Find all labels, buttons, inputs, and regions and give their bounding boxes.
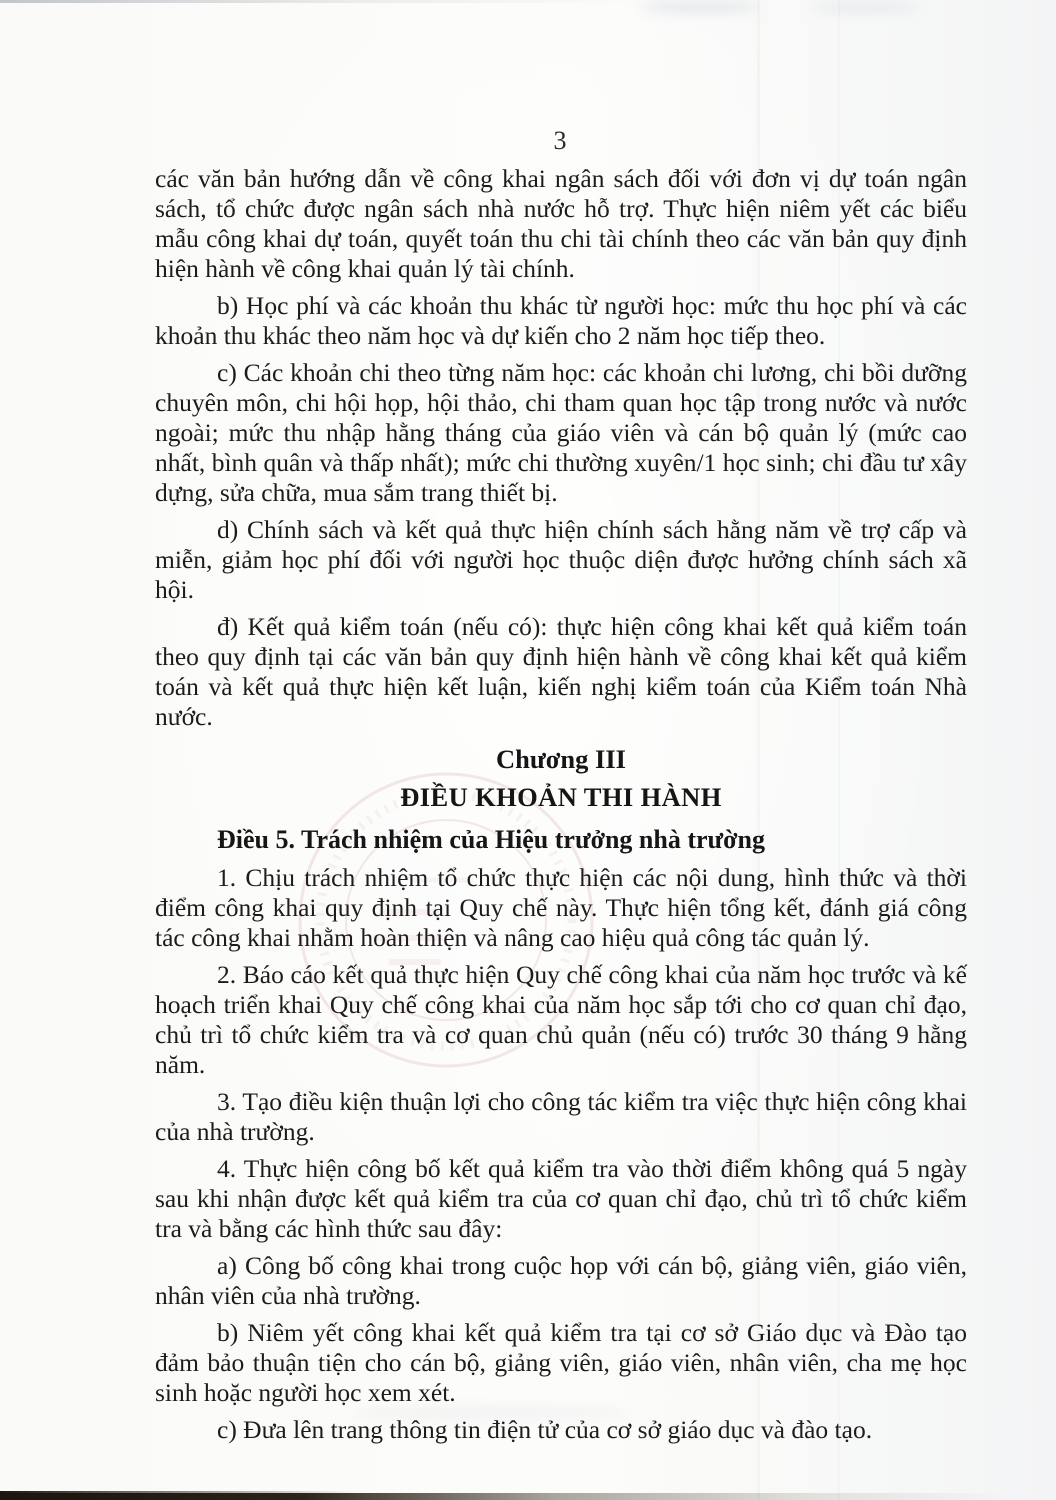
scan-edge-artifact-bottom xyxy=(0,1493,1010,1500)
point-a: a) Công bố công khai trong cuộc họp với cán bộ, giảng viên, giáo viên, nhân viên của nhà trường. xyxy=(155,1251,967,1310)
point-b: b) Niêm yết công khai kết quả kiểm tra tại cơ sở Giáo dục và Đào tạo đảm bảo thuận tiện cho cán bộ, giảng viên, giáo viên, nhân viên, cha mẹ học sinh hoặc người học xem xét. xyxy=(155,1318,967,1407)
paragraph-intro: các văn bản hướng dẫn về công khai ngân sách đối với đơn vị dự toán ngân sách, tổ chức được ngân sách nhà nước hỗ trợ. Thực hiện niêm yết các biểu mẫu công khai dự toán, quyết toán thu chi tài chính theo các văn bản quy định hiện hành về công khai quản lý tài chính. xyxy=(155,164,967,283)
document-body xyxy=(155,164,967,1452)
page-number: 3 xyxy=(553,126,567,155)
clause-3: 3. Tạo điều kiện thuận lợi cho công tác kiểm tra việc thực hiện công khai của nhà trường. xyxy=(155,1087,967,1146)
chapter-title: ĐIỀU KHOẢN THI HÀNH xyxy=(400,782,722,812)
clause-4: 4. Thực hiện công bố kết quả kiểm tra vào thời điểm không quá 5 ngày sau khi nhận được kết quả kiểm tra của cơ quan chỉ đạo, chủ trì tổ chức kiểm tra và bằng các hình thức sau đây: xyxy=(155,1154,967,1243)
clause-2: 2. Báo cáo kết quả thực hiện Quy chế công khai của năm học trước và kế hoạch triển khai Quy chế công khai của năm học sắp tới cho cơ quan chỉ đạo, chủ trì tổ chức kiểm tra và cơ quan chủ quản (nếu có) trước 30 tháng 9 hằng năm. xyxy=(155,960,967,1079)
chapter-heading: Chương III xyxy=(495,744,626,774)
list-item-dd: đ) Kết quả kiểm toán (nếu có): thực hiện công khai kết quả kiểm toán theo quy định tại các văn bản quy định hiện hành về công khai kết quả kiểm toán và kết quả thực hiện kết luận, kiến nghị kiểm toán của Kiểm toán Nhà nước. xyxy=(155,612,967,731)
scan-smudge xyxy=(640,2,760,12)
clause-1: 1. Chịu trách nhiệm tổ chức thực hiện các nội dung, hình thức và thời điểm công khai quy định tại Quy chế này. Thực hiện tổng kết, đánh giá công tác công khai nhằm hoàn thiện và nâng cao hiệu quả công tác quản lý. xyxy=(155,863,967,952)
scan-edge-artifact-top xyxy=(0,0,640,3)
list-item-c: c) Các khoản chi theo từng năm học: các khoản chi lương, chi bồi dưỡng chuyên môn, chi hội họp, hội thảo, chi tham quan học tập trong nước và nước ngoài; mức thu nhập hằng tháng của giáo viên và cán bộ quản lý (mức cao nhất, bình quân và thấp nhất); mức chi thường xuyên/1 học sinh; chi đầu tư xây dựng, sửa chữa, mua sắm trang thiết bị. xyxy=(155,358,967,507)
list-item-b: b) Học phí và các khoản thu khác từ người học: mức thu học phí và các khoản thu khác theo năm học và dự kiến cho 2 năm học tiếp theo. xyxy=(155,291,967,350)
list-item-d: d) Chính sách và kết quả thực hiện chính sách hằng năm về trợ cấp và miễn, giảm học phí đối với người học thuộc diện được hưởng chính sách xã hội. xyxy=(155,515,967,604)
point-c: c) Đưa lên trang thông tin điện tử của cơ sở giáo dục và đào tạo. xyxy=(217,1415,873,1444)
scan-smudge xyxy=(810,3,920,12)
article-heading: Điều 5. Trách nhiệm của Hiệu trưởng nhà trường xyxy=(217,825,766,854)
